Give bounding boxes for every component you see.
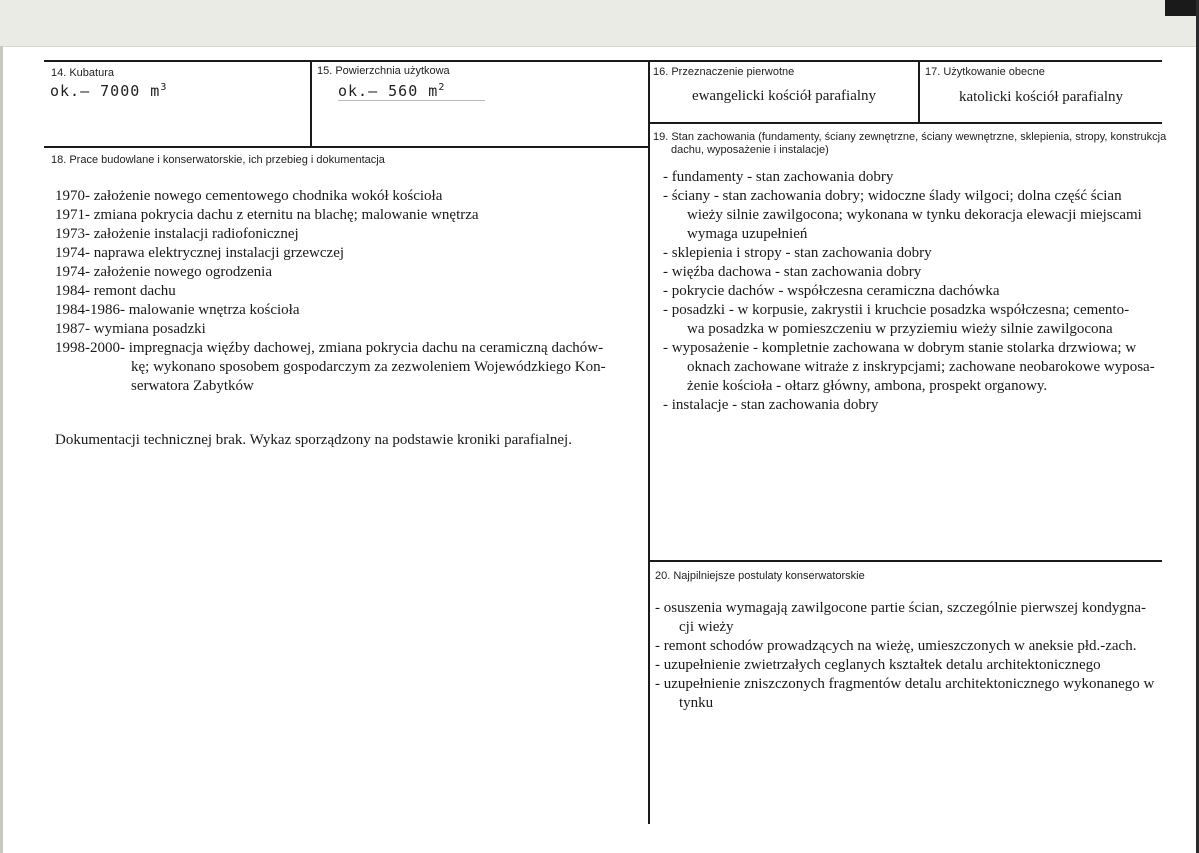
postulaty-items — [655, 599, 1160, 713]
prace-entry-text: - impregnacja więźby dachowej, zmiana pokrycia dachu na ceramiczną dachów- — [120, 340, 604, 356]
prace-entry-last — [55, 339, 640, 396]
kubatura-unit-sup: 3 — [160, 82, 168, 93]
prace-entry-text: - remont dachu — [85, 283, 176, 299]
prace-entry — [55, 301, 640, 320]
prace-entry-year: 1974 — [55, 245, 85, 261]
stan-item — [663, 263, 1158, 282]
prace-entry-year: 1984-1986 — [55, 302, 120, 318]
prace-label: 18. Prace budowlane i konserwatorskie, ich przebieg i dokumentacja — [51, 154, 385, 166]
stan-item — [663, 244, 1158, 263]
stan-item-text: - więźba dachowa - stan zachowania dobry — [663, 264, 922, 280]
stan-label-line2: dachu, wyposażenie i instalacje) — [671, 144, 829, 156]
postulaty-item-text: - uzupełnienie zniszczonych fragmentów detalu architektonicznego wykonanego w — [655, 676, 1155, 692]
prace-entry-text: - wymiana posadzki — [85, 321, 206, 337]
rule-top — [44, 60, 1162, 62]
prace-entry-text: - naprawa elektrycznej instalacji grzewczej — [85, 245, 345, 261]
stan-item — [663, 282, 1158, 301]
przeznaczenie-value: ewangelicki kościół parafialny — [691, 88, 877, 104]
prace-entry-text: - założenie nowego cementowego chodnika wokół kościoła — [85, 188, 443, 204]
prace-entry-text: - założenie instalacji radiofonicznej — [85, 226, 299, 242]
stan-item — [663, 301, 1158, 339]
przeznaczenie-label: 16. Przeznaczenie pierwotne — [653, 66, 795, 78]
stan-item-text: - instalacje - stan zachowania dobry — [663, 397, 879, 413]
rule-v-14-15 — [310, 60, 312, 146]
kubatura-label: 14. Kubatura — [51, 67, 114, 79]
postulaty-item — [655, 675, 1160, 713]
prace-entry-year: 1970 — [55, 188, 85, 204]
powierzchnia-unit-sup: 2 — [438, 82, 446, 93]
stan-item — [663, 168, 1158, 187]
prace-entry — [55, 244, 640, 263]
powierzchnia-label: 15. Powierzchnia użytkowa — [317, 65, 450, 77]
prace-note: Dokumentacji technicznej brak. Wykaz sporządzony na podstawie kroniki parafialnej. — [55, 432, 572, 448]
postulaty-item-text: - remont schodów prowadzących na wieżę, umieszczonych w aneksie płd.-zach. — [655, 638, 1137, 654]
prace-entry-text: - założenie nowego ogrodzenia — [85, 264, 272, 280]
rule-18-top — [44, 146, 650, 148]
prace-entry — [55, 282, 640, 301]
stan-item-text-cont: żenie kościoła - ołtarz główny, ambona, prospekt organowy. — [687, 378, 1048, 394]
prace-entry-text: - malowanie wnętrza kościoła — [120, 302, 300, 318]
prace-entry — [55, 187, 640, 206]
prace-entry-year: 1974 — [55, 264, 85, 280]
prace-entry — [55, 225, 640, 244]
stan-item-text-cont: wymaga uzupełnień — [687, 226, 808, 242]
postulaty-item — [655, 656, 1160, 675]
rule-v-middle — [648, 60, 650, 824]
prace-entry-year: 1971 — [55, 207, 85, 223]
prace-entry-text-cont: kę; wykonano sposobem gospodarczym za zezwoleniem Wojewódzkiego Kon- — [131, 359, 606, 375]
prace-entries — [55, 187, 640, 396]
stan-item-text: - posadzki - w korpusie, zakrystii i kruchcie posadzka współczesna; cemento- — [663, 302, 1130, 318]
prace-entry-year: 1998-2000 — [55, 340, 120, 356]
postulaty-item — [655, 599, 1160, 637]
postulaty-item-text: - uzupełnienie zwietrzałych ceglanych kształtek detalu architektonicznego — [655, 657, 1101, 673]
stan-items — [663, 168, 1158, 415]
prace-entry — [55, 263, 640, 282]
uzytkowanie-label: 17. Użytkowanie obecne — [925, 66, 1045, 78]
prace-entry-text-cont: serwatora Zabytków — [131, 378, 254, 394]
stan-item-text-cont: wa posadzka w pomieszczeniu w przyziemiu wieży silnie zawilgocona — [687, 321, 1113, 337]
postulaty-item-text-cont: tynku — [679, 695, 714, 711]
scan-corner-mark — [1165, 0, 1199, 16]
stan-item — [663, 339, 1158, 396]
stan-item-text: - fundamenty - stan zachowania dobry — [663, 169, 894, 185]
scan-left-edge — [0, 46, 3, 853]
kubatura-value — [50, 82, 167, 100]
stan-item-text: - ściany - stan zachowania dobry; widoczne ślady wilgoci; dolna część ścian — [663, 188, 1122, 204]
prace-entry-text: - zmiana pokrycia dachu z eternitu na blachę; malowanie wnętrza — [85, 207, 479, 223]
prace-entry — [55, 206, 640, 225]
uzytkowanie-value: katolicki kościół parafialny — [958, 89, 1124, 105]
kubatura-value-text: ok.– 7000 m — [50, 82, 161, 100]
rule-20-top — [648, 560, 1162, 562]
stan-item-text: - wyposażenie - kompletnie zachowana w dobrym stanie stolarka drzwiowa; w — [663, 340, 1137, 356]
stan-item-text: - sklepienia i stropy - stan zachowania dobry — [663, 245, 932, 261]
stan-item-text-cont: wieży silnie zawilgocona; wykonana w tynku dekoracja elewacji miejscami — [687, 207, 1142, 223]
prace-entry-year: 1987 — [55, 321, 85, 337]
stan-label-line1: 19. Stan zachowania (fundamenty, ściany zewnętrzne, ściany wewnętrzne, sklepienia, stropy, konstrukcja — [653, 131, 1167, 143]
prace-entry-year: 1973 — [55, 226, 85, 242]
stan-item — [663, 396, 1158, 415]
powierzchnia-value — [338, 82, 485, 101]
postulaty-item-text-cont: cji wieży — [679, 619, 734, 635]
postulaty-item — [655, 637, 1160, 656]
rule-16-17-bottom — [648, 122, 1162, 124]
postulaty-label: 20. Najpilniejsze postulaty konserwatorskie — [655, 570, 865, 582]
stan-item-text: - pokrycie dachów - współczesna ceramiczna dachówka — [663, 283, 1000, 299]
stan-item — [663, 187, 1158, 244]
powierzchnia-value-text: ok.– 560 m — [338, 82, 439, 100]
prace-entry-year: 1984 — [55, 283, 85, 299]
stan-label — [653, 131, 1167, 157]
scan-top-margin — [0, 0, 1199, 47]
stan-item-text-cont: oknach zachowane witraże z inskrypcjami; zachowane neobarokowe wyposa- — [687, 359, 1155, 375]
postulaty-item-text: - osuszenia wymagają zawilgocone partie ścian, szczególnie pierwszej kondygna- — [655, 600, 1147, 616]
prace-entry — [55, 320, 640, 339]
rule-v-16-17 — [918, 60, 920, 123]
